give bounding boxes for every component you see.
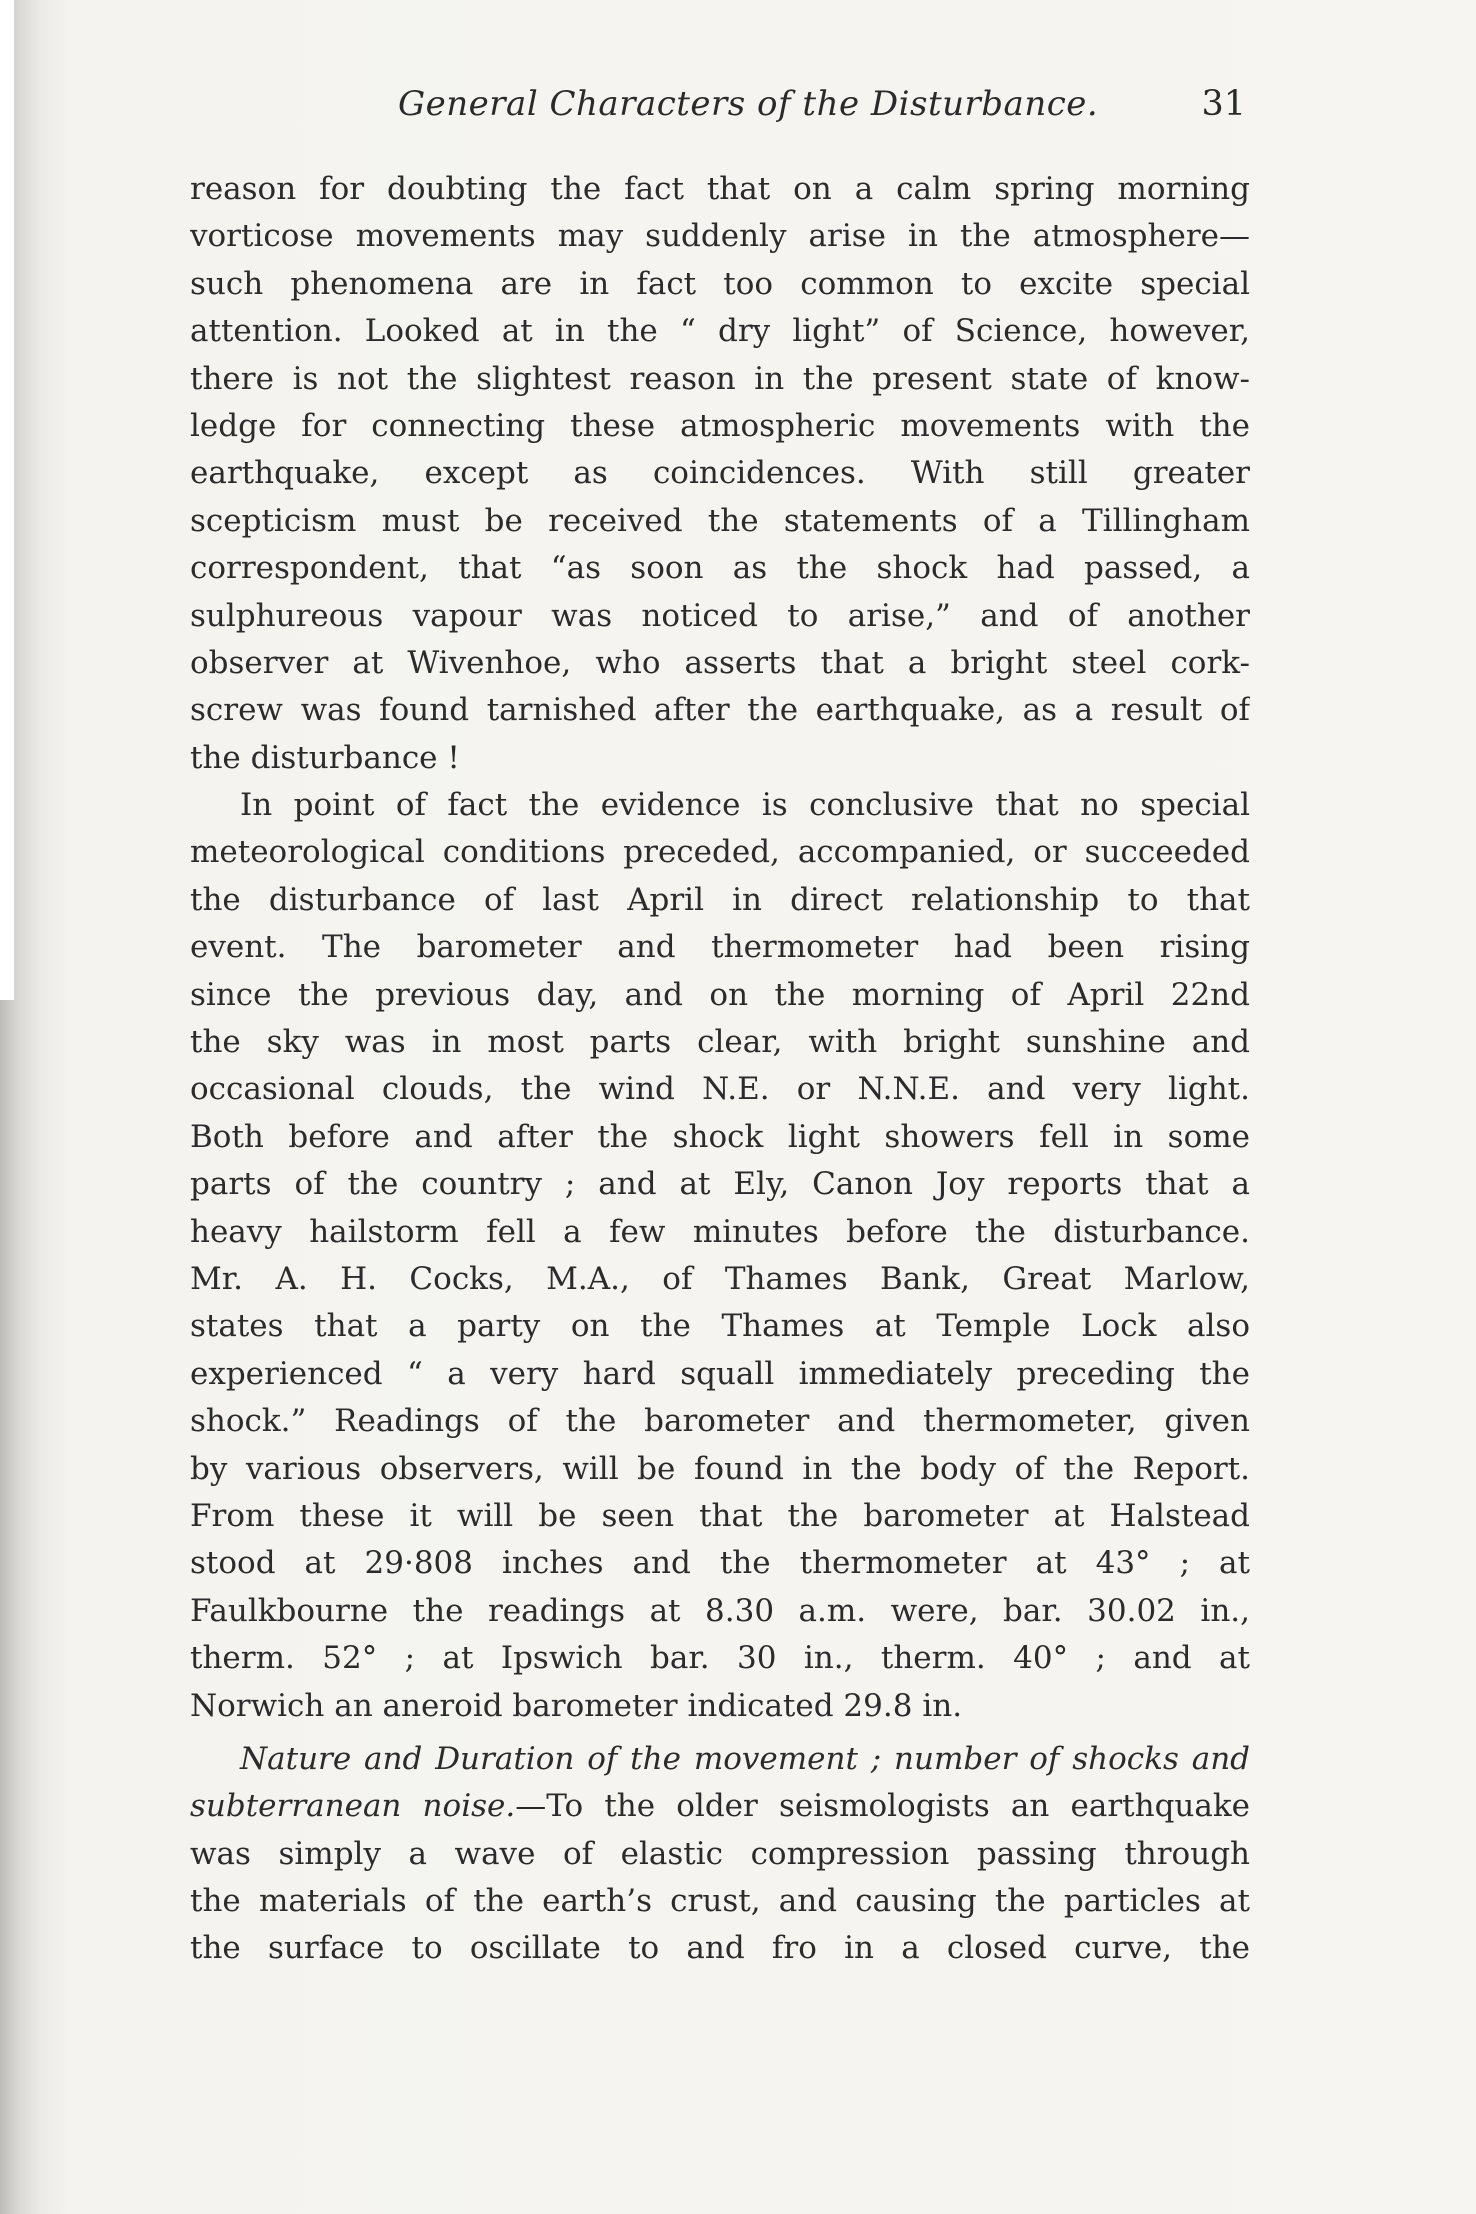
text-line: there is not the slightest reason in the present state of know- <box>190 360 1250 397</box>
section-heading: Nature and Duration of the movement ; number of shocks and <box>240 1740 1250 1777</box>
body-text <box>190 166 1250 1973</box>
page-header <box>0 84 1476 154</box>
text-line: attention. Looked at in the “ dry light” of Science, however, <box>190 313 1250 350</box>
text-line: the materials of the earth’s crust, and causing the particles at <box>190 1883 1250 1920</box>
text-line: therm. 52° ; at Ipswich bar. 30 in., therm. 40° ; and at <box>190 1640 1250 1677</box>
text-line: such phenomena are in fact too common to excite special <box>190 265 1250 302</box>
text-line: screw was found tarnished after the earthquake, as a result of <box>190 692 1250 729</box>
text-line: the surface to oscillate to and fro in a closed curve, the <box>190 1930 1250 1967</box>
text-line: the sky was in most parts clear, with bright sunshine and <box>190 1024 1250 1061</box>
text-line: In point of fact the evidence is conclusive that no special <box>240 787 1250 824</box>
text-line: scepticism must be received the statements of a Tillingham <box>190 502 1250 539</box>
section-heading-line <box>190 1736 1250 1783</box>
text-line: observer at Wivenhoe, who asserts that a bright steel cork- <box>190 644 1250 681</box>
text-line: From these it will be seen that the barometer at Halstead <box>190 1497 1250 1534</box>
text-line: by various observers, will be found in the body of the Report. <box>190 1450 1250 1487</box>
text-line: stood at 29·808 inches and the thermometer at 43° ; at <box>190 1545 1250 1582</box>
section-heading-cont: subterranean noise. <box>190 1788 516 1825</box>
running-head: General Characters of the Disturbance. <box>398 84 1099 124</box>
text-line: Mr. A. H. Cocks, M.A., of Thames Bank, Great Marlow, <box>190 1260 1250 1297</box>
text-line: ledge for connecting these atmospheric movements with the <box>190 407 1250 444</box>
text-line: heavy hailstorm fell a few minutes before the disturbance. <box>190 1213 1250 1250</box>
text-line: sulphureous vapour was noticed to arise,” and of another <box>190 597 1250 634</box>
text-line: correspondent, that “as soon as the shock had passed, a <box>190 550 1250 587</box>
text-line: Faulkbourne the readings at 8.30 a.m. were, bar. 30.02 in., <box>190 1592 1250 1629</box>
paragraph-2 <box>190 782 1250 1730</box>
text-line <box>190 1783 1250 1830</box>
text-line: reason for doubting the fact that on a calm spring morning <box>190 171 1250 207</box>
text-line: earthquake, except as coincidences. With still greater <box>190 455 1250 492</box>
text-line: states that a party on the Thames at Temple Lock also <box>190 1308 1250 1345</box>
text-line: shock.” Readings of the barometer and thermometer, given <box>190 1403 1250 1440</box>
text-line: Both before and after the shock light showers fell in some <box>190 1118 1250 1155</box>
paragraph-3 <box>190 1736 1250 1973</box>
text-line: Norwich an aneroid barometer indicated 29.8 in. <box>190 1687 963 1724</box>
text-run: —To the older seismologists an earthquake <box>515 1788 1250 1825</box>
text-line: parts of the country ; and at Ely, Canon Joy reports that a <box>190 1166 1250 1203</box>
paragraph-1 <box>190 166 1250 782</box>
text-line: vorticose movements may suddenly arise in the atmosphere— <box>190 218 1250 255</box>
text-line: was simply a wave of elastic compression passing through <box>190 1835 1250 1872</box>
text-line: the disturbance of last April in direct relationship to that <box>190 881 1250 918</box>
text-line: the disturbance ! <box>190 739 460 776</box>
text-line: meteorological conditions preceded, accompanied, or succeeded <box>190 834 1250 871</box>
text-line: experienced “ a very hard squall immediately preceding the <box>190 1355 1250 1392</box>
text-line: occasional clouds, the wind N.E. or N.N.E. and very light. <box>190 1071 1250 1108</box>
text-line: event. The barometer and thermometer had been rising <box>190 929 1250 966</box>
text-line: since the previous day, and on the morning of April 22nd <box>190 976 1250 1013</box>
page-number: 31 <box>1201 84 1246 124</box>
